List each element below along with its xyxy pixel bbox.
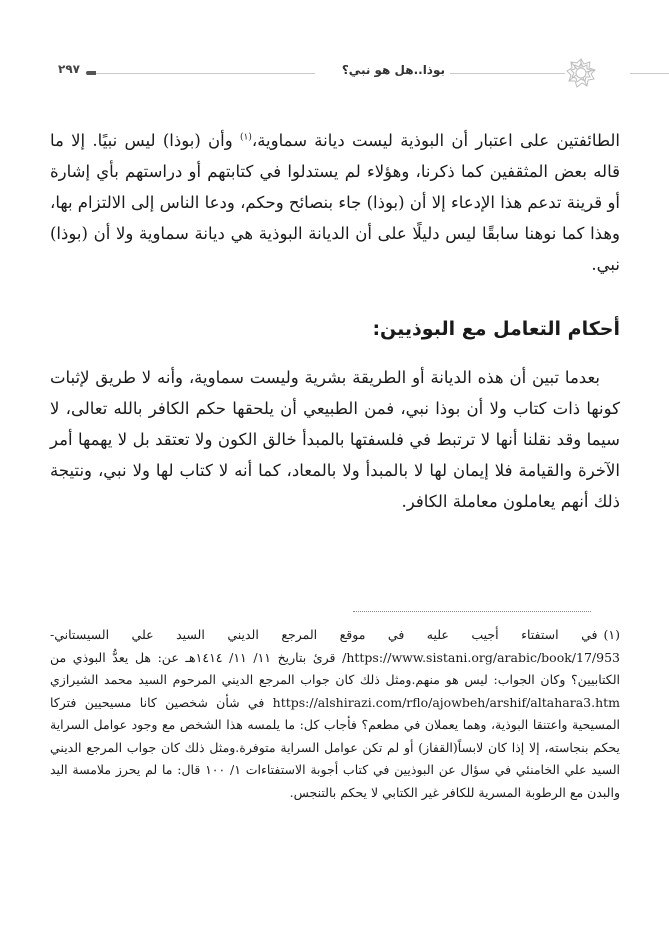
footnote-reference[interactable]: (١) xyxy=(240,132,252,143)
section-paragraph: بعدما تبين أن هذه الديانة أو الطريقة بشرية وليست سماوية، وأنه لا طريق لإثبات كونها ذات كتاب ولا أن بوذا نبي، فمن الطبيعي أن يلحقها حكم الكافر بالله تعالى، لا سيما وقد نقلنا أنها لا ترتبط في فلسفتها بالمبدأ خالق الكون ولا تعتقد بل لا يهمها أمر الآخرة والقيامة فلا إيمان لها لا بالمبدأ ولا بالمعاد، كما أنه لا كتاب لها ولا نبي، ونتيجة ذلك أنهم يعاملون معاملة الكافر. xyxy=(50,368,620,511)
header-rule-middle xyxy=(450,73,565,74)
header-rule-right xyxy=(630,73,669,74)
geometric-star-ornament-icon xyxy=(566,58,596,88)
intro-text-after-note: وأن (بوذا) ليس نبيًا. إلا ما قاله بعض المثقفين كما ذكرنا، وهؤلاء لم يستدلوا في كتابتهم أو دراستهم بأي إشارة أو قرينة تدعم هذا الإدعاء إلا أن (بوذا) جاء بنصائح وحكم، ودعا الناس إلى الالتزام بها، وهذا كما نوهنا سابقًا ليس دليلًا على أن الديانة البوذية هي ديانة سماوية ولا أن (بوذا) نبي. xyxy=(50,131,620,274)
intro-paragraph xyxy=(50,125,620,280)
footnote xyxy=(50,624,620,804)
page-header xyxy=(0,56,669,90)
body-text xyxy=(50,125,620,280)
section-heading: أحكام التعامل مع البوذيين: xyxy=(372,318,620,340)
section-body xyxy=(50,362,620,517)
footnote-text: في استفتاء أجيب عليه في موقع المرجع الديني السيد علي السيستاني-https://www.sistani.org/arabic/book/17/953/ قرئ بتاريخ ١١/ ١١/ ١٤١٤هـ عن: هل يعدُّ البوذي من الكتابيين؟ وكان الجواب: ليس هو منهم.ومثل ذلك كان جواب المرجع الديني المرحوم السيد محمد الشيرازي https://alshirazi.com/rflo/ajowbeh/arshif/altahara3.htm في شأن شخصين كانا مسيحيين فتركا المسيحية واعتنقا البوذية، وهما يعملان في مطعم؟ فأجاب كل: ما يلمسه هذا الشخص مع وجود عوامل السراية يحكم بنجاسته، إلا إذا كان لابساً(القفاز) أو لم تكن عوامل السراية متوفرة.ومثل ذلك كان جواب المرجع الديني السيد علي الخامنئي في سؤال عن البوذيين في كتاب أجوبة الاستفتاءات ١/ ١٠٠ قال: ما لم يحرز ملامسة اليد والبدن مع الرطوبة المسرية للكافر غير الكتابي لا يحكم بالتنجس. xyxy=(50,627,621,800)
running-title: بوذا..هل هو نبي؟ xyxy=(341,63,445,77)
footnote-separator xyxy=(353,611,591,612)
page-number: ٢٩٧ xyxy=(58,62,80,76)
footnotes xyxy=(50,624,620,804)
intro-text-before-note: الطائفتين على اعتبار أن البوذية ليست ديانة سماوية، xyxy=(251,131,620,150)
footnote-marker: (١) xyxy=(603,627,620,642)
page-number-marker-icon xyxy=(86,71,96,75)
header-rule-left xyxy=(90,73,315,74)
